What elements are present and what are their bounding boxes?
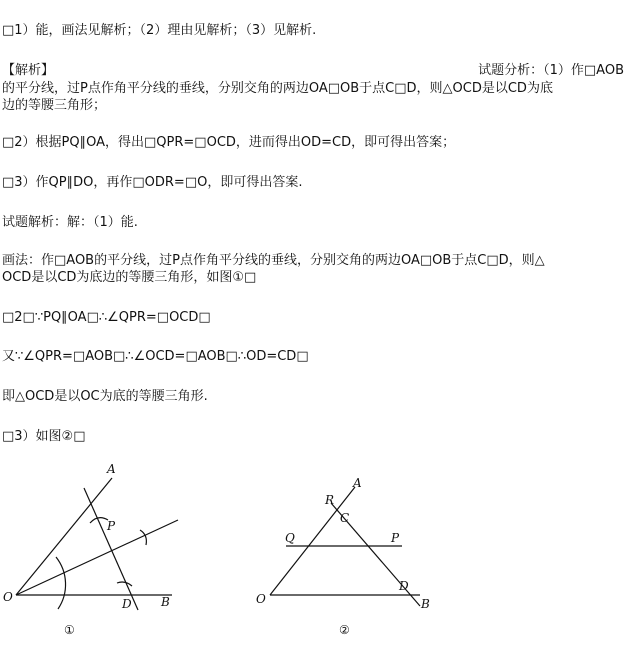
- fig2-label-D: D: [399, 579, 409, 593]
- fig1-label-D: D: [122, 597, 132, 611]
- solution-part3: □3）如图②□: [2, 429, 86, 444]
- fig1-label-P: P: [107, 519, 116, 533]
- fig2-label-A: A: [353, 476, 362, 490]
- analysis-heading: 【解析】: [2, 63, 55, 78]
- analysis-part1-line2: 边的等腰三角形；: [2, 98, 107, 113]
- solution-method-line2: OCD是以CD为底边的等腰三角形，如图①□: [2, 270, 257, 285]
- figure-1: [16, 478, 178, 610]
- construction-arc-3: [117, 582, 132, 586]
- angle-arc: [56, 557, 66, 609]
- analysis-part3: □3）作QP∥DO，再作□ODR=□O，即可得出答案.: [2, 175, 303, 190]
- solution-heading: 试题解析：解：（1）能.: [2, 215, 138, 230]
- fig2-label-C: C: [340, 511, 350, 525]
- solution-part2-line1: □2□∵PQ∥OA□∴∠QPR=□OCD□: [2, 310, 211, 325]
- fig2-label-Q: Q: [285, 531, 295, 545]
- solution-part2-line2: 又∵∠QPR=□AOB□∴∠OCD=□AOB□∴OD=CD□: [2, 349, 309, 364]
- ray-OA: [16, 478, 112, 595]
- fig1-label-O: O: [3, 590, 13, 604]
- fig1-caption: ①: [64, 623, 75, 637]
- fig2-label-R: R: [325, 493, 335, 507]
- perpendicular-line: [84, 488, 138, 610]
- solution-method-line1: 画法：作□AOB的平分线，过P点作角平分线的垂线，分别交角的两边OA□OB于点C□D，则△: [2, 253, 545, 268]
- analysis-intro: 试题分析：（1）作□AOB: [478, 63, 624, 78]
- fig2-label-B: B: [421, 597, 430, 611]
- analysis-part2: □2）根据PQ∥OA，得出□QPR=□OCD，进而得出OD=CD，即可得出答案；: [2, 135, 456, 150]
- answer-summary: □1）能，画法见解析；（2）理由见解析；（3）见解析.: [2, 23, 317, 38]
- fig2-label-O: O: [256, 592, 266, 606]
- fig2-caption: ②: [339, 623, 350, 637]
- solution-part2-conclusion: 即△OCD是以OC为底的等腰三角形.: [2, 389, 208, 404]
- fig1-label-B: B: [161, 595, 170, 609]
- ray-OA-2: [270, 487, 355, 595]
- fig2-label-P: P: [391, 531, 400, 545]
- angle-bisector: [16, 520, 178, 595]
- fig1-label-A: A: [107, 462, 116, 476]
- analysis-part1-line1: 的平分线，过P点作角平分线的垂线，分别交角的两边OA□OB于点C□D，则△OCD是以CD为底: [2, 81, 553, 96]
